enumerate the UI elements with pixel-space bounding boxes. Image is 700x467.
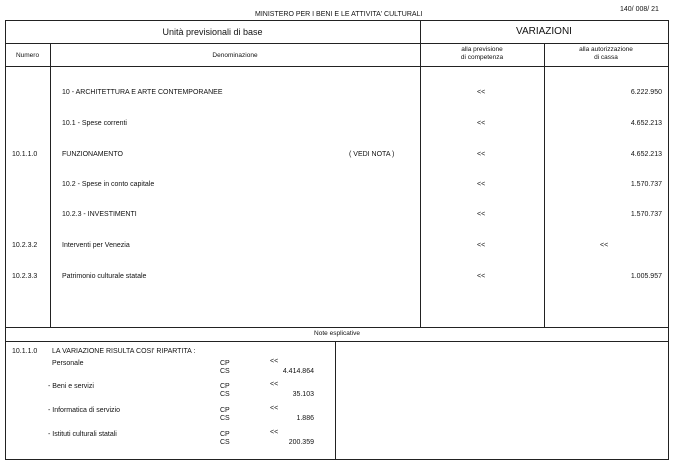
col-divider-variazioni	[420, 20, 421, 327]
row-competenza: <<	[477, 181, 486, 188]
ministry-title: MINISTERO PER I BENI E LE ATTIVITA' CULTURALI	[255, 11, 423, 18]
notes-item-cp: CP	[220, 407, 230, 414]
notes-item-cs: CS	[220, 368, 230, 375]
frame-top	[5, 20, 669, 21]
row-cassa: 1.005.957	[630, 273, 662, 280]
notes-item-cs: CS	[220, 415, 230, 422]
header-divider-1	[5, 43, 669, 44]
col-header-competenza-line-1: alla previsione	[461, 46, 503, 53]
header-divider-2	[5, 66, 669, 67]
row-numero: 10.2.3.2	[12, 242, 38, 249]
notes-item-cs-value: 1.886	[296, 415, 314, 422]
row-cassa: 6.222.950	[630, 89, 662, 96]
col-header-competenza-line-2: di competenza	[460, 54, 504, 61]
row-denominazione: 10.2 - Spese in conto capitale	[62, 181, 155, 188]
row-competenza: <<	[477, 89, 486, 96]
col-header-cassa	[544, 46, 668, 62]
notes-top-divider	[5, 327, 669, 328]
notes-item-cs-value: 200.359	[288, 439, 314, 446]
row-competenza: <<	[477, 242, 486, 249]
row-numero: 10.1.1.0	[12, 151, 38, 158]
notes-item-cs: CS	[220, 391, 230, 398]
row-competenza: <<	[477, 120, 486, 127]
upb-title: Unità previsionali di base	[162, 27, 263, 37]
notes-item-cp-value: <<	[270, 358, 279, 365]
notes-item-label: Personale	[52, 360, 84, 367]
row-cassa: 4.652.213	[630, 120, 662, 127]
notes-title-divider	[5, 341, 669, 342]
notes-item-cp: CP	[220, 383, 230, 390]
notes-item-label: - Informatica di servizio	[48, 407, 120, 414]
notes-item-cp-value: <<	[270, 429, 279, 436]
page-code: 140/ 008/ 21	[620, 6, 659, 13]
col-divider-numero	[50, 43, 51, 327]
notes-item-cp: CP	[220, 360, 230, 367]
col-header-competenza	[420, 46, 544, 62]
notes-right-divider	[335, 341, 336, 460]
notes-item-cp-value: <<	[270, 405, 279, 412]
row-cassa: 4.652.213	[630, 151, 662, 158]
row-note: ( VEDI NOTA )	[349, 151, 395, 158]
row-cassa: 1.570.737	[630, 181, 662, 188]
row-denominazione: Patrimonio culturale statale	[62, 273, 147, 280]
frame-bottom	[5, 459, 669, 460]
row-cassa: <<	[600, 242, 609, 249]
row-denominazione: 10.1 - Spese correnti	[62, 120, 127, 127]
col-header-numero: Numero	[15, 52, 40, 59]
row-competenza: <<	[477, 151, 486, 158]
col-header-cassa-line-1: alla autorizzazione	[579, 46, 633, 53]
notes-item-label: - Istituti culturali statali	[48, 431, 117, 438]
variazioni-title: VARIAZIONI	[516, 26, 572, 37]
row-denominazione: FUNZIONAMENTO	[62, 151, 123, 158]
notes-item-cp-value: <<	[270, 381, 279, 388]
frame-right	[668, 20, 669, 460]
notes-item-cs: CS	[220, 439, 230, 446]
row-competenza: <<	[477, 211, 486, 218]
row-competenza: <<	[477, 273, 486, 280]
row-denominazione: 10 - ARCHITETTURA E ARTE CONTEMPORANEE	[62, 89, 223, 96]
notes-item-cp: CP	[220, 431, 230, 438]
notes-heading: LA VARIAZIONE RISULTA COSI' RIPARTITA :	[52, 348, 196, 355]
col-divider-cassa	[544, 43, 545, 327]
col-header-cassa-line-2: di cassa	[594, 54, 618, 61]
row-cassa: 1.570.737	[630, 211, 662, 218]
col-header-denominazione: Denominazione	[212, 52, 258, 59]
notes-title: Note esplicative	[314, 330, 360, 337]
row-denominazione: 10.2.3 - INVESTIMENTI	[62, 211, 137, 218]
notes-item-cs-value: 35.103	[292, 391, 314, 398]
notes-item-cs-value: 4.414.864	[282, 368, 314, 375]
notes-item-label: - Beni e servizi	[48, 383, 94, 390]
row-denominazione: Interventi per Venezia	[62, 242, 130, 249]
frame-left	[5, 20, 6, 460]
notes-numero: 10.1.1.0	[12, 348, 38, 355]
row-numero: 10.2.3.3	[12, 273, 38, 280]
